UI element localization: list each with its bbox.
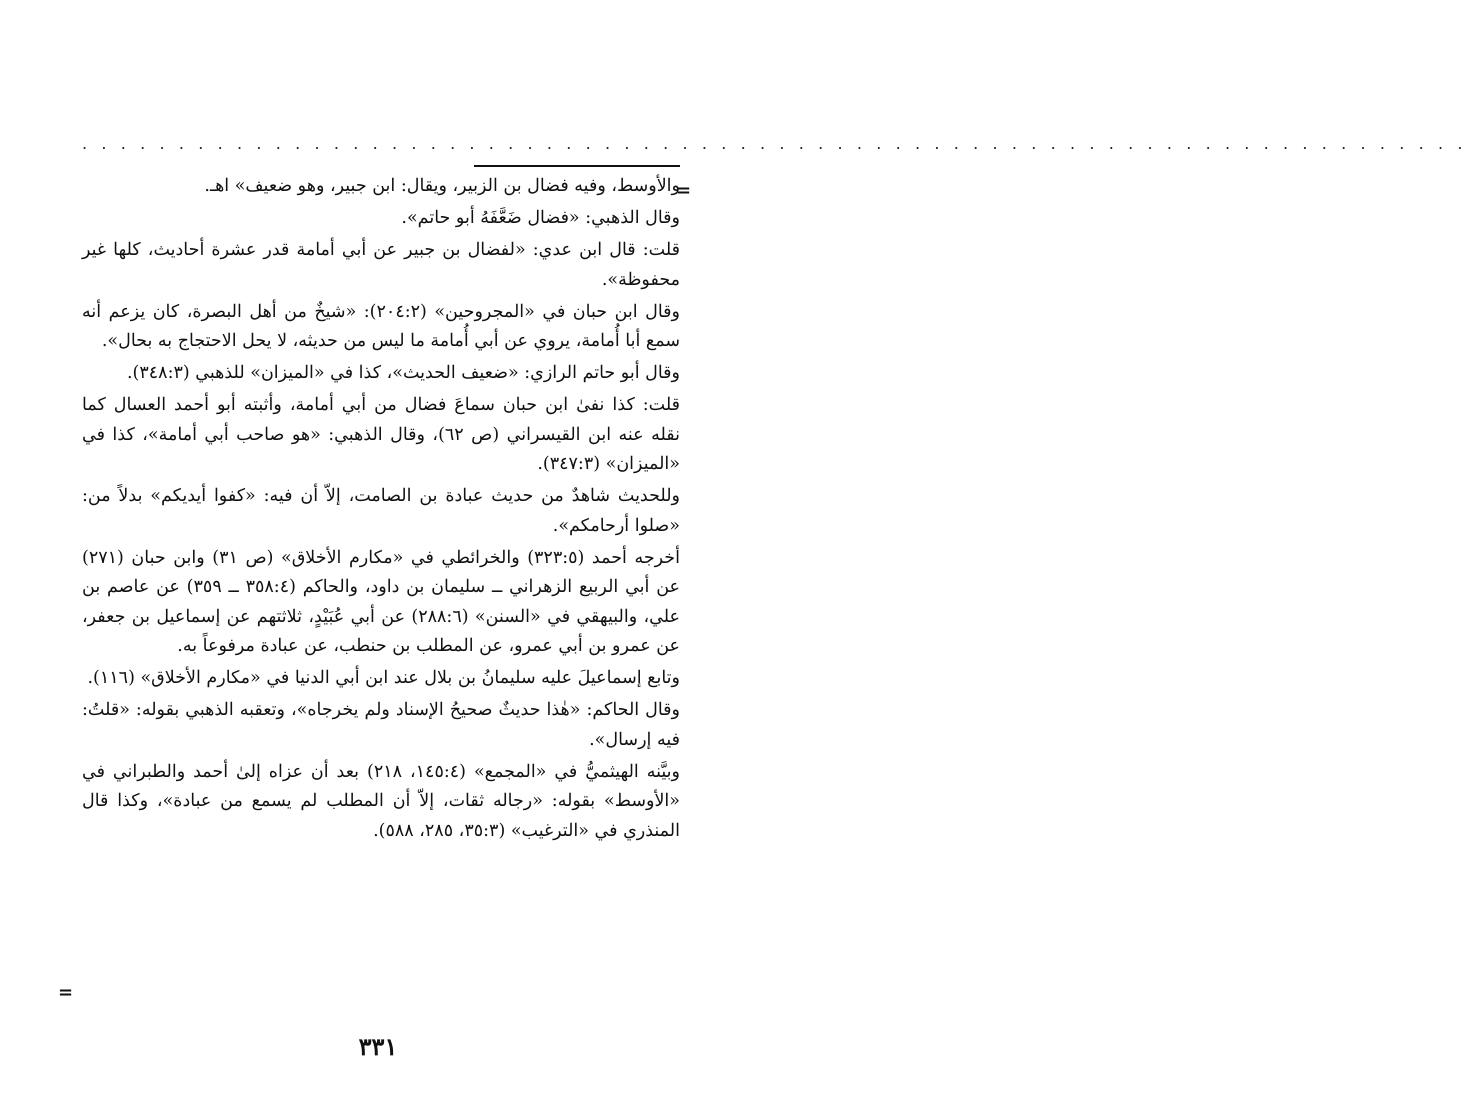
paragraph-9: وتابع إسماعيلَ عليه سليمانُ بن بلال عند ابن أبي الدنيا في «مكارم الأخلاق» (١١٦). (87, 668, 680, 688)
paragraph-10: وقال الحاكم: «هٰذا حديثٌ صحيحُ الإسناد ولم يخرجاه»، وتعقبه الذهبي بقوله: «قلتُ: فيه إرسال». (82, 700, 680, 750)
paragraph-5: وقال أبو حاتم الرازي: «ضعيف الحديث»، كذا في «الميزان» للذهبي (٣٤٨:٣). (126, 363, 680, 383)
paragraph-2: وقال الذهبي: «فضال ضَعَّفَهُ أبو حاتم». (401, 208, 680, 228)
separator-rule (474, 165, 680, 167)
paragraph-3: قلت: قال ابن عدي: «لفضال بن جبير عن أبي أمامة قدر عشرة أحاديث، كلها غير محفوظة». (82, 240, 680, 290)
paragraph-4: وقال ابن حبان في «المجروحين» (٢٠٤:٢): «شيخٌ من أهل البصرة، كان يزعم أنه سمع أبا أُمامة، يروي عن أبي أُمامة ما ليس من حديثه، لا يحل الاحتجاج به بحال». (82, 301, 680, 351)
continuation-marker-bottom: = (58, 982, 74, 1003)
paragraph-7: وللحديث شاهدٌ من حديث عبادة بن الصامت، إلاّ أن فيه: «كفوا أيديكم» بدلاً من: «صلوا أرحامكم». (82, 486, 680, 536)
paragraph-11: وبيَّنه الهيثميُّ في «المجمع» (١٤٥:٤، ٢١٨) بعد أن عزاه إلىٰ أحمد والطبراني في «الأوسط» بقوله: «رجاله ثقات، إلاّ أن المطلب لم يسمع من عبادة»، وكذا قال المنذري في «الترغيب» (٣٥:٣، ٢٨٥، ٥٨٨). (82, 761, 681, 841)
footnote-body (82, 172, 680, 849)
paragraph-1: والأوسط، وفيه فضال بن الزبير، ويقال: ابن جبير، وهو ضعيف» اهـ. (204, 176, 680, 196)
paragraph-6: قلت: كذا نفىٰ ابن حبان سماعَ فضال من أبي أمامة، وأثبته أبو أحمد العسال كما نقله عنه ابن القيسراني (ص ٦٢)، وقال الذهبي: «هو صاحب أبي أمامة»، كذا في «الميزان» (٣٤٧:٣). (82, 395, 680, 474)
page-number: ٣٣١ (358, 1032, 398, 1061)
continuation-marker-top: = (676, 180, 692, 201)
footnote-separator-dots: . . . . . . . . . . . . . . . . . . . . . . . . . . . . . . . . . . . . . . . . . . . . . . . . . . . . . . . . . . . . . . . . . . . . . . . . (82, 134, 1467, 153)
paragraph-8: أخرجه أحمد (٣٢٣:٥) والخرائطي في «مكارم الأخلاق» (ص ٣١) وابن حبان (٢٧١) عن أبي الربيع الزهراني ــ سليمان بن داود، والحاكم (٣٥٨:٤ ــ ٣٥٩) عن عاصم بن علي، والبيهقي في «السنن» (٢٨٨:٦) عن أبي عُبَيْدٍ، ثلاثتهم عن إسماعيل بن جعفر، عن عمرو بن أبي عمرو، عن المطلب بن حنطب، عن عبادة مرفوعاً به. (82, 547, 680, 656)
